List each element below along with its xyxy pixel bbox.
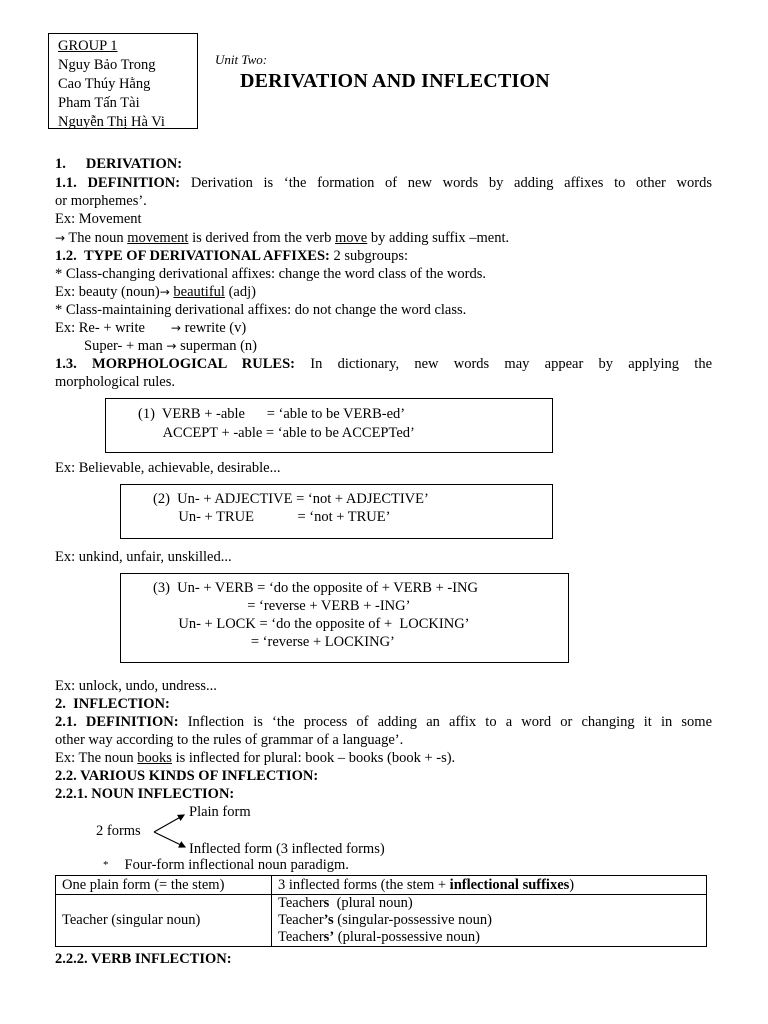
arrow-icon: → <box>170 321 181 335</box>
example-books: Ex: The noun books is inflected for plural: book – books (book + -s). <box>55 750 456 766</box>
rule-1-line-1: (1) VERB + -able = ‘able to be VERB-ed’ <box>138 406 406 422</box>
unit-label: Unit Two: <box>215 52 268 67</box>
rule-2-line-1: (2) Un- + ADJECTIVE = ‘not + ADJECTIVE’ <box>153 491 429 507</box>
noun-inflection-heading: 2.2.1. NOUN INFLECTION: <box>55 786 235 802</box>
rule-2-example: Ex: unkind, unfair, unskilled... <box>55 549 232 565</box>
morphological-heading: 1.3. MORPHOLOGICAL RULES: In dictionary, new words may appear by applying the <box>55 356 713 372</box>
member-4: Nguyễn Thị Hà Vi <box>58 114 165 130</box>
rule-box-3 <box>120 573 569 663</box>
arrow-icon: → <box>159 285 170 299</box>
definition-2-line-1: 2.1. DEFINITION: Inflection is ‘the process of adding an affix to a word or changing it in some <box>55 714 713 730</box>
morphological-line-2: morphological rules. <box>55 374 176 390</box>
rule-1-example: Ex: Believable, achievable, desirable... <box>55 460 281 476</box>
definition-1-line-1: 1.1. DEFINITION: Derivation is ‘the formation of new words by adding affixes to other words <box>55 175 712 191</box>
member-1: Nguy Bảo Trong <box>58 57 156 73</box>
class-maintaining-example-2: Super- + man → superman (n) <box>84 338 257 354</box>
kinds-heading: 2.2. VARIOUS KINDS OF INFLECTION: <box>55 768 319 784</box>
class-maintaining-example-1: Ex: Re- + write → rewrite (v) <box>55 320 247 336</box>
table-row <box>56 895 707 947</box>
group-label: GROUP 1 <box>58 38 118 54</box>
example-movement: Ex: Movement <box>55 211 142 227</box>
rule-3-line-4: = ‘reverse + LOCKING’ <box>153 634 395 650</box>
class-maintaining-text: * Class-maintaining derivational affixes: do not change the word class. <box>55 302 467 318</box>
two-forms-label: 2 forms <box>96 823 141 839</box>
definition-2-line-2: other way according to the rules of grammar of a language’. <box>55 732 404 748</box>
class-changing-text: * Class-changing derivational affixes: change the word class of the words. <box>55 266 486 282</box>
noun-paradigm-table <box>55 875 707 947</box>
page-title: DERIVATION AND INFLECTION <box>240 70 550 92</box>
table-header-cell: One plain form (= the stem) <box>56 876 272 895</box>
table-cell: Teachers (plural noun) Teacher’s (singular-possessive noun) Teachers’ (plural-possessive noun) <box>272 895 707 947</box>
rule-3-line-2: = ‘reverse + VERB + -ING’ <box>153 598 411 614</box>
rule-box-1 <box>105 398 553 453</box>
rule-3-example: Ex: unlock, undo, undress... <box>55 678 217 694</box>
rule-3-line-1: (3) Un- + VERB = ‘do the opposite of + VERB + -ING <box>153 580 478 596</box>
section-1-heading: 1. DERIVATION: <box>55 156 183 172</box>
definition-1-line-2: or morphemes’. <box>55 193 147 209</box>
paradigm-line: * Four-form inflectional noun paradigm. <box>103 857 349 873</box>
member-2: Cao Thúy Hằng <box>58 76 151 92</box>
section-2-heading: 2. INFLECTION: <box>55 696 170 712</box>
group-box <box>48 33 198 129</box>
table-cell: Teacher (singular noun) <box>56 895 272 947</box>
table-header-cell: 3 inflected forms (the stem + inflectional suffixes) <box>272 876 707 895</box>
class-changing-example: Ex: beauty (noun)→ beautiful (adj) <box>55 284 256 300</box>
example-movement-explanation: → The noun movement is derived from the verb move by adding suffix –ment. <box>55 230 510 246</box>
rule-2-line-2: Un- + TRUE = ‘not + TRUE’ <box>153 509 391 525</box>
plain-form-label: Plain form <box>189 804 251 820</box>
inflected-form-label: Inflected form (3 inflected forms) <box>189 841 385 857</box>
rule-box-2 <box>120 484 553 539</box>
branch-arrows-icon <box>150 812 192 852</box>
type-heading: 1.2. TYPE OF DERIVATIONAL AFFIXES: 2 subgroups: <box>55 248 409 264</box>
arrow-icon: → <box>166 339 177 353</box>
rule-1-line-2: ACCEPT + -able = ‘able to be ACCEPTed’ <box>138 425 415 441</box>
verb-inflection-heading: 2.2.2. VERB INFLECTION: <box>55 951 232 967</box>
star-icon: * <box>103 859 109 871</box>
table-row <box>56 876 707 895</box>
member-3: Pham Tấn Tài <box>58 95 140 111</box>
arrow-icon: → <box>55 231 66 245</box>
rule-3-line-3: Un- + LOCK = ‘do the opposite of + LOCKING’ <box>153 616 470 632</box>
